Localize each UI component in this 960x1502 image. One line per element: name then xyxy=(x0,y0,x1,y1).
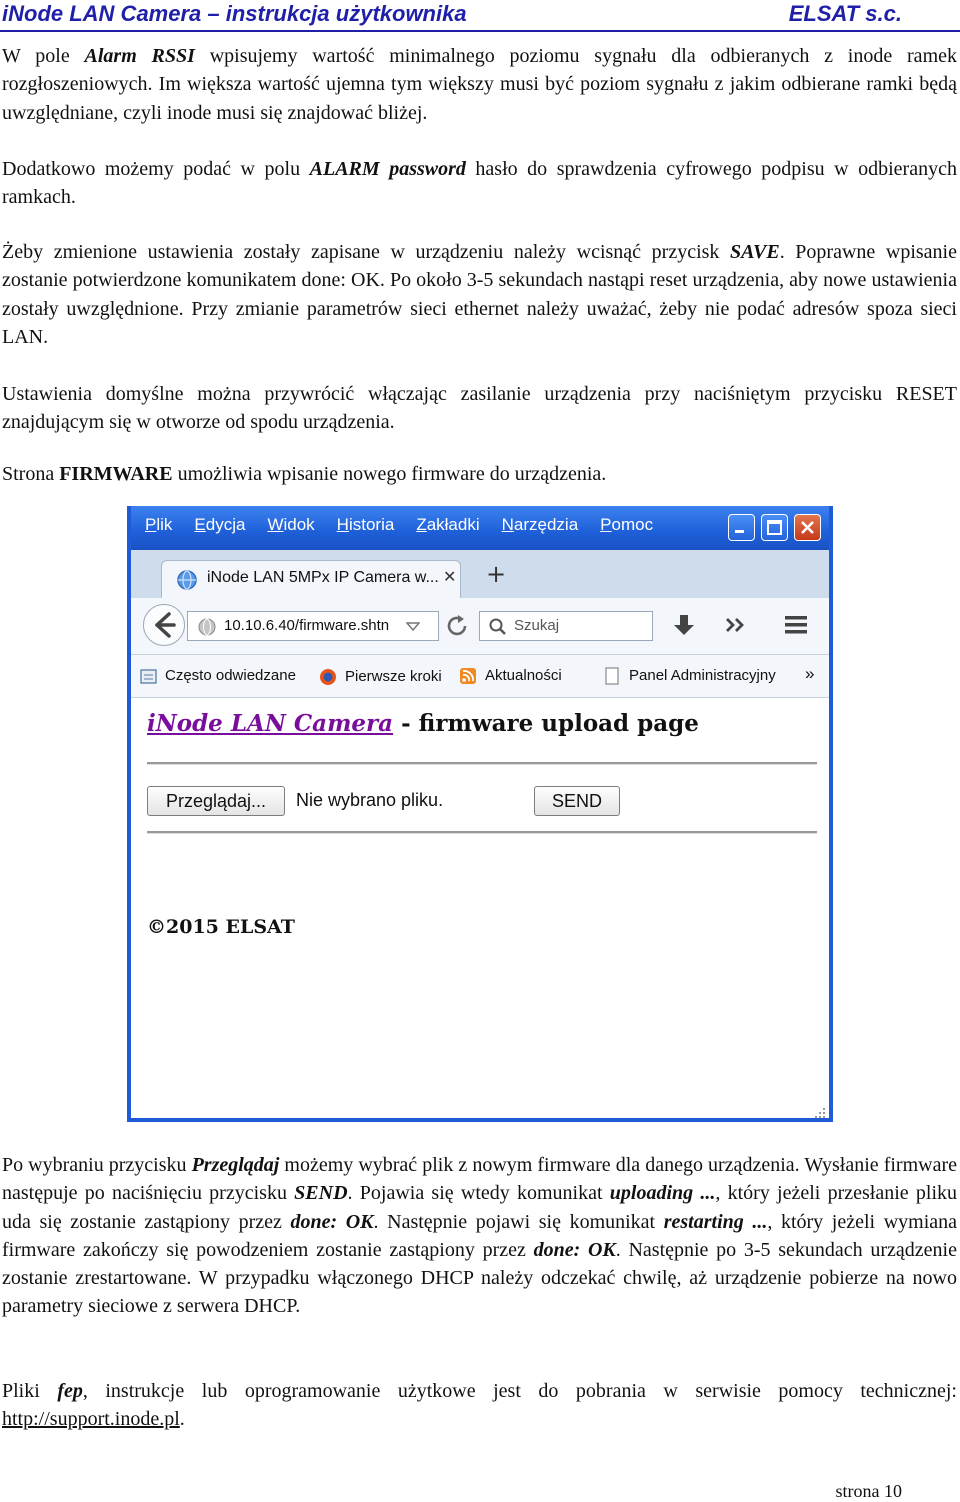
menu-edycja[interactable]: Edycja xyxy=(194,515,246,534)
text-run: . Następnie pojawi się komunikat xyxy=(373,1210,664,1233)
menu-plik[interactable]: Plik xyxy=(145,515,173,534)
copyright-text: ©2015 ELSAT xyxy=(147,916,295,938)
minimize-icon xyxy=(733,519,750,536)
back-button[interactable] xyxy=(143,604,185,646)
download-icon[interactable] xyxy=(671,612,697,640)
text-run: Żeby zmienione ustawienia zostały zapisane w urządzeniu należy wcisnąć przycisk xyxy=(2,241,731,263)
bookmarks-bar xyxy=(131,655,829,698)
document-title: iNode LAN Camera – instrukcja użytkownika xyxy=(2,1,467,26)
term-restarting: restarting ... xyxy=(663,1210,768,1233)
text-run: Strona xyxy=(2,463,60,485)
search-placeholder: Szukaj xyxy=(514,617,560,634)
text-run: . Poprawne wpisanie zostanie potwierdzone komunikatem done: OK. Po około 3-5 sekundach nastąpi reset urządzenia, aby nowe ustawienia zostały uwzględnione. Przy zmianie parametrów sieci ethernet należy uważać, żeby nie podać adresów spoza sieci LAN. xyxy=(2,241,957,348)
paragraph-support xyxy=(2,1377,957,1434)
term-alarm-rssi: Alarm RSSI xyxy=(84,45,195,67)
maximize-icon xyxy=(766,519,783,536)
bottom-divider xyxy=(147,831,817,834)
text-run: . Pojawia się wtedy komunikat xyxy=(347,1182,610,1205)
minimize-button[interactable] xyxy=(728,514,755,541)
hamburger-menu-icon[interactable] xyxy=(783,613,811,637)
paragraph-save xyxy=(2,238,957,351)
browser-menu xyxy=(145,515,675,535)
bookmark-label: Panel Administracyjny xyxy=(629,667,776,684)
browser-title-bar xyxy=(131,506,829,550)
tab-bar xyxy=(131,550,829,598)
menu-zakladki[interactable]: Zakładki xyxy=(416,515,480,534)
resize-grip-icon[interactable] xyxy=(811,1104,827,1120)
term-uploading: uploading ... xyxy=(609,1182,716,1205)
bookmark-label: Aktualności xyxy=(485,667,562,684)
text-run: W pole xyxy=(2,45,85,67)
new-tab-button[interactable]: + xyxy=(486,560,507,588)
no-file-label: Nie wybrano pliku. xyxy=(296,790,444,810)
menu-pomoc[interactable]: Pomoc xyxy=(600,515,654,534)
page-icon xyxy=(603,667,623,685)
company-name: ELSAT s.c. xyxy=(788,1,902,26)
chevron-more-icon[interactable] xyxy=(723,614,749,636)
send-button[interactable]: SEND xyxy=(534,786,620,816)
text-run: . Następnie po 3-5 sekundach urządzenie zostanie zrestartowane. W przypadku włączonego DHCP należy odczekać chwilę, aż urządzenie pobierze na nowo parametry sieciowe z serwera DHCP. xyxy=(2,1238,957,1318)
support-link[interactable]: http://support.inode.pl xyxy=(2,1408,180,1431)
url-text: 10.10.6.40/firmware.shtn xyxy=(224,617,390,634)
tab-title: iNode LAN 5MPx IP Camera w... xyxy=(207,569,439,586)
close-window-button[interactable] xyxy=(794,514,821,541)
paragraph-firmware xyxy=(2,460,957,488)
dropdown-arrow-icon[interactable] xyxy=(406,622,420,632)
maximize-button[interactable] xyxy=(761,514,788,541)
globe-icon xyxy=(176,569,198,591)
text-run: hasło do sprawdzenia cyfrowego podpisu w odbieranych ramkach. xyxy=(2,158,957,209)
paragraph-alarm-rssi xyxy=(2,42,957,127)
web-page-content xyxy=(131,698,829,1122)
navigation-bar xyxy=(131,598,829,655)
title-text: - firmware upload page xyxy=(393,710,699,737)
close-icon xyxy=(799,519,816,536)
text-run: , który jeżeli wymiana firmware zakończy się powodzeniem zostanie zastąpiony przez xyxy=(2,1210,958,1261)
term-przegladaj: Przeglądaj xyxy=(191,1154,280,1176)
text-run: Pliki xyxy=(2,1380,58,1402)
bookmark-label: Pierwsze kroki xyxy=(345,667,442,685)
menu-historia[interactable]: Historia xyxy=(336,515,395,534)
bookmark-panel-administracyjny[interactable] xyxy=(603,667,776,685)
search-input[interactable] xyxy=(479,611,653,641)
bookmark-pierwsze-kroki[interactable] xyxy=(317,667,442,687)
term-firmware: FIRMWARE xyxy=(59,463,173,485)
browser-screenshot xyxy=(127,506,833,1122)
text-run: możemy wybrać plik z nowym firmware dla danego urządzenia. Wysłanie firmware następuje po naciśnięciu przycisku xyxy=(2,1154,957,1205)
paragraph-alarm-password xyxy=(2,155,957,212)
term-fep: fep xyxy=(57,1380,83,1402)
header-rule xyxy=(0,30,960,32)
bookmark-aktualnosci[interactable] xyxy=(459,667,562,685)
page-header xyxy=(0,0,960,34)
term-save: SAVE xyxy=(730,241,780,263)
bookmarks-more-button[interactable]: » xyxy=(805,664,815,683)
bookmark-folder-icon xyxy=(139,667,159,685)
firmware-page-title xyxy=(147,710,699,737)
term-done-ok: done: OK xyxy=(290,1210,374,1233)
text-run: , instrukcje lub oprogramowanie użytkowe jest do pobrania w serwisie pomocy technicznej: xyxy=(82,1380,957,1402)
bookmark-czesto-odwiedzane[interactable] xyxy=(139,667,296,685)
term-send: SEND xyxy=(294,1182,348,1205)
text-run: Po wybraniu przycisku xyxy=(2,1154,192,1176)
rss-feed-icon xyxy=(459,667,479,685)
text-run: wpisujemy wartość minimalnego poziomu sygnału dla odbieranych z inode ramek rozgłoszeniowych. Im większa wartość ujemna tym większy musi być poziom sygnału z jakim odbierane ramki będą uwzględniane, czyli inode musi się znajdować bliżej. xyxy=(2,45,957,124)
top-divider xyxy=(147,762,817,765)
text-run: umożliwia wpisanie nowego firmware do urządzenia. xyxy=(172,463,607,485)
term-done-ok: done: OK xyxy=(533,1238,616,1261)
text-run: Dodatkowo możemy podać w polu xyxy=(2,158,310,180)
text-run: . xyxy=(179,1408,185,1431)
bookmark-label: Często odwiedzane xyxy=(165,667,296,684)
page-number: strona 10 xyxy=(835,1481,902,1501)
text-run: , który jeżeli przesłanie pliku uda się zostanie zastąpiony przez xyxy=(2,1182,957,1233)
reload-icon[interactable] xyxy=(445,613,471,639)
address-bar[interactable] xyxy=(187,611,439,641)
paragraph-reset: Ustawienia domyślne można przywrócić włączając zasilanie urządzenia przy naciśniętym przycisku RESET znajdującym się w otworze od spodu urządzenia. xyxy=(2,383,957,434)
site-globe-icon xyxy=(196,616,218,638)
menu-narzedzia[interactable]: Narzędzia xyxy=(501,515,579,534)
back-arrow-icon xyxy=(144,605,184,645)
menu-widok[interactable]: Widok xyxy=(267,515,315,534)
tab-close-icon[interactable]: ✕ xyxy=(443,567,457,586)
paragraph-upload-procedure xyxy=(2,1151,957,1321)
firefox-icon xyxy=(317,667,339,687)
term-alarm-password: ALARM password xyxy=(309,158,466,180)
search-icon xyxy=(488,617,508,637)
browser-tab[interactable] xyxy=(161,560,461,598)
brand-link[interactable]: iNode LAN Camera xyxy=(147,710,394,737)
browse-button[interactable]: Przeglądaj... xyxy=(147,786,285,816)
